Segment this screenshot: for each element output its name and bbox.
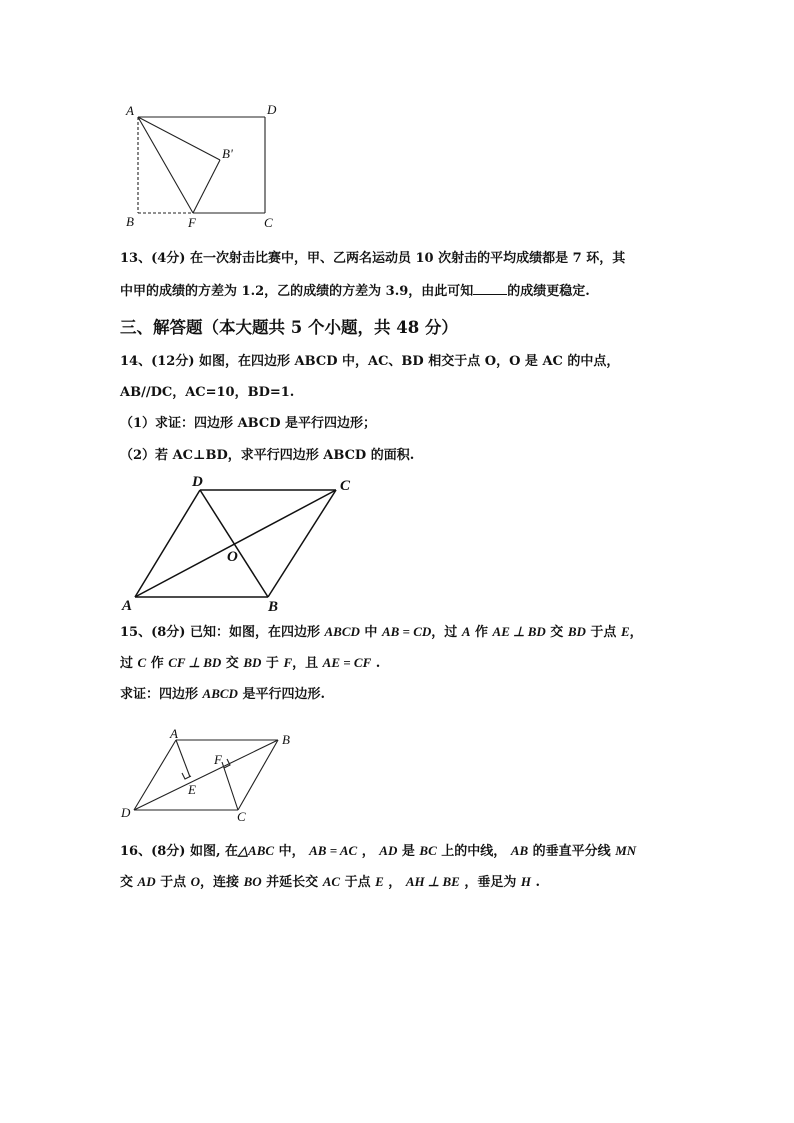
segment-AE (176, 740, 190, 777)
text-run: ，过 (431, 625, 462, 640)
math-expression: AH ⊥ BE (405, 874, 460, 889)
text-run: ，且 (292, 656, 323, 671)
text-run: 中 (359, 625, 382, 640)
math-expression: CF ⊥ BD (168, 655, 222, 670)
math-expression: AE = CF (322, 655, 372, 670)
segment-B-prime-F (193, 160, 220, 213)
math-expression: BD (567, 624, 586, 639)
text-run: 过 (120, 656, 138, 671)
segment-DB (200, 490, 268, 597)
text-run: 是平行四边形. (237, 687, 325, 702)
q13-line-1: 13、(4分) 在一次射击比赛中，甲、乙两名运动员 10 次射击的平均成绩都是 7 环，其 (120, 251, 626, 266)
q13-line-2 (120, 282, 590, 301)
label-E: E (188, 782, 196, 797)
section-heading-3: 三、解答题（本大题共 5 个小题，共 48 分） (120, 318, 458, 337)
segment-BC (238, 740, 278, 810)
label-O: O (227, 549, 238, 565)
label-D: D (192, 474, 203, 490)
answer-blank[interactable] (473, 282, 507, 295)
text-run: 于 (261, 656, 284, 671)
figure-quadrilateral-perpendiculars (118, 722, 308, 827)
label-F: F (214, 752, 222, 767)
label-B-prime: B' (222, 146, 233, 161)
math-expression: AB = AC (309, 843, 358, 858)
text-run: 作 (146, 656, 169, 671)
q16-line-2 (120, 873, 540, 892)
label-D: D (267, 102, 277, 117)
label-B: B (126, 214, 134, 229)
segment-CB (268, 490, 336, 597)
label-C: C (340, 478, 351, 494)
text-run: ，连接 (200, 875, 244, 890)
text-run: 于点 (155, 875, 191, 890)
q15-line-3 (120, 685, 325, 704)
label-B: B (282, 732, 290, 747)
math-expression: A (461, 624, 471, 639)
math-expression: E (375, 874, 384, 889)
text-run: . (530, 875, 541, 890)
q14-part-1: （1）求证：四边形 ABCD 是平行四边形； (120, 416, 377, 431)
text-run: 交 (221, 656, 244, 671)
math-expression: BO (243, 874, 262, 889)
text-run: . (371, 656, 381, 671)
text-run: ，垂足为 (459, 875, 521, 890)
q14-line-1: 14、(12分) 如图，在四边形 ABCD 中，AC、BD 相交于点 O，O 是 AC 的中点， (120, 354, 620, 369)
text-run: ， (629, 625, 643, 640)
text-run: 作 (470, 625, 493, 640)
label-A: A (126, 103, 134, 118)
math-expression: AB (510, 843, 529, 858)
label-B: B (268, 599, 279, 615)
text-run: 上的中线， (436, 844, 511, 859)
q16-line-1 (120, 842, 636, 861)
q15-line-1 (120, 623, 643, 642)
math-expression: AC (322, 874, 341, 889)
label-C: C (264, 215, 273, 230)
q13-line-2-text-b: 的成绩更稳定. (507, 284, 590, 299)
text-run: 是 (397, 844, 420, 859)
label-A: A (170, 726, 178, 741)
text-run: 交 (120, 875, 138, 890)
figure-rectangle-fold (120, 98, 290, 238)
text-run: 求证：四边形 (120, 687, 203, 702)
segment-AC (135, 490, 336, 597)
math-expression: AB = CD (381, 624, 432, 639)
q14-part-2: （2）若 AC⊥BD，求平行四边形 ABCD 的面积. (120, 448, 415, 463)
math-expression: H (520, 874, 531, 889)
text-run: 16、(8分) 如图, 在 (120, 844, 239, 859)
right-angle-mark-F (224, 759, 230, 768)
q14-line-2: AB//DC，AC=10，BD=1. (120, 385, 295, 400)
text-run: 并延长交 (261, 875, 323, 890)
text-run: ， (357, 844, 380, 859)
segment-AD (135, 490, 200, 597)
label-F: F (188, 215, 196, 230)
text-run: 中， (274, 844, 310, 859)
math-expression: O (190, 874, 201, 889)
math-expression: AD (379, 843, 398, 858)
math-expression: ABCD (324, 624, 360, 639)
text-run: 的垂直平分线 (528, 844, 616, 859)
math-expression: △ABC (238, 843, 275, 858)
math-expression: E (620, 624, 630, 639)
label-C: C (237, 809, 246, 824)
text-run: 于点 (585, 625, 621, 640)
math-expression: BC (419, 843, 437, 858)
math-expression: AE ⊥ BD (492, 624, 546, 639)
math-expression: ABCD (202, 686, 238, 701)
math-expression: C (137, 655, 147, 670)
q15-line-2 (120, 654, 380, 673)
q13-line-2-text-a: 中甲的成绩的方差为 1.2，乙的成绩的方差为 3.9，由此可知 (120, 284, 474, 299)
text-run: ， (383, 875, 406, 890)
figure-parallelogram-diagonals (118, 470, 368, 620)
text-run: 于点 (340, 875, 376, 890)
segment-FC (222, 762, 238, 810)
label-A: A (122, 598, 133, 614)
math-expression: F (283, 655, 293, 670)
text-run: 交 (545, 625, 568, 640)
math-expression: MN (615, 843, 637, 858)
math-expression: AD (137, 874, 156, 889)
label-D: D (121, 805, 131, 820)
math-expression: BD (243, 655, 262, 670)
text-run: 15、(8分) 已知：如图，在四边形 (120, 625, 325, 640)
